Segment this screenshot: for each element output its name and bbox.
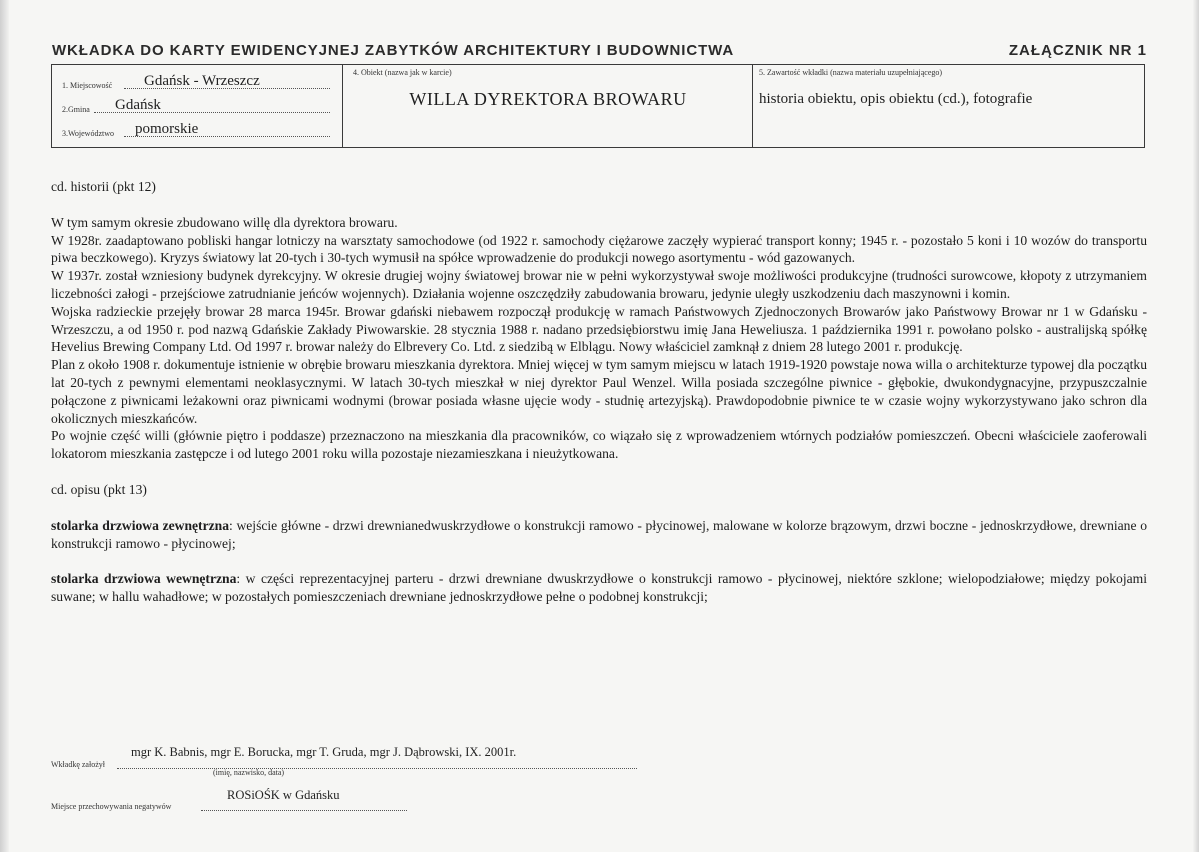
location-cell [52,65,342,147]
exterior-doors-label: stolarka drzwiowa zewnętrzna [51,517,229,533]
author-hint: (imię, nazwisko, data) [213,768,285,777]
voivodeship-label: 3.Województwo [62,129,115,138]
contents-cell [752,65,1144,147]
history-paragraph: W 1928r. zaadaptowano pobliski hangar lotniczy na warsztaty samochodowe (od 1922 r. samochody ciężarowe zaczęły wypierać transport konny; 1945 r. - pozostało 5 koni i 10 wozów do transportu piwa beczkowego). Kryzys światowy lat 20-tych i 30-tych wymusił na spółce wprowadzenie do produkcji nowego asortymentu - wód gazowanych. [51,232,1147,266]
author-row [51,745,611,790]
voivodeship-row [62,121,199,138]
contents-value: historia obiektu, opis obiektu (cd.), fotografie [759,91,1033,107]
contents-label: 5. Zawartość wkładki (nazwa materiału uzupełniającego) [759,68,943,77]
commune-row [62,97,161,114]
locality-label: 1. Miejscowość [62,81,113,90]
storage-row [51,788,411,822]
storage-value: ROSiOŚK w Gdańsku [227,788,340,802]
commune-label: 2.Gmina [62,105,90,114]
history-heading: cd. historii (pkt 12) [51,179,156,194]
exterior-doors-paragraph [51,517,1147,553]
scan-edge-right [1193,0,1199,852]
storage-dotline [201,810,407,811]
history-paragraph: W tym samym okresie zbudowano willę dla dyrektora browaru. [51,214,398,230]
locality-value: Gdańsk - Wrzeszcz [144,73,260,89]
author-value: mgr K. Babnis, mgr E. Borucka, mgr T. Gruda, mgr J. Dąbrowski, IX. 2001r. [131,745,517,759]
interior-doors-text: : w części reprezentacyjnej parteru - drzwi drewniane dwuskrzydłowe o konstrukcji ramowo - płycinowej, niektóre szklone; wielopodziałowe; między pokojami suwane; w hallu wahadłowe; w pozostałych pomieszczeniach drewniane jednoskrzydłowe pełne o podobnej konstrukcji; [51,571,1147,605]
author-dotline [117,768,637,769]
object-name: WILLA DYREKTORA BROWARU [409,89,687,109]
locality-row [62,73,260,90]
description-heading: cd. opisu (pkt 13) [51,481,147,497]
history-paragraph: Po wojnie część willi (głównie piętro i poddasze) przeznaczono na mieszkania dla pracowników, co wiązało się z wprowadzeniem wtórnych podziałów pomieszczeń. Obecni właściciele zaoferowali lokatorom mieszkania zastępcze i od lutego 2001 roku willa pozostaje niezamieszkana i nieużytkowana. [51,428,1147,462]
object-cell [342,65,752,147]
annex-number: ZAŁĄCZNIK NR 1 [1008,42,1147,59]
interior-doors-label: stolarka drzwiowa wewnętrzna [51,571,237,587]
object-label: 4. Obiekt (nazwa jak w karcie) [353,68,452,77]
history-paragraph: Wojska radzieckie przejęły browar 28 marca 1945r. Browar gdański niebawem rozpoczął produkcję w ramach Państwowych Zjednoczonych Browarów jako Państwowy Browar nr 1 w Gdańsku - Wrzeszczu, a od 1950 r. pod nazwą Gdańskie Zakłady Piwowarskie. 28 stycznia 1988 r. nadano przedsiębiorstwu imię Jana Heweliusza. 1 października 1991 r. powołano polsko - australijską spółkę Hevelius Brewing Company Ltd. Od 1997 r. browar należy do Elbrevery Co. Ltd. z siedzibą w Elblągu. Nowy właściciel zamknął z dniem 28 lutego 2001 r. produkcję. [51,303,1147,355]
commune-value: Gdańsk [115,97,161,113]
exterior-doors-text: : wejście główne - drzwi drewnianedwuskrzydłowe o konstrukcji ramowo - płycinowej, malowane w kolorze brązowym, drzwi boczne - jednoskrzydłowe, drewniane o konstrukcji ramowo - płycinowej; [51,517,1147,551]
form-header-box [51,64,1145,148]
storage-label: Miejsce przechowywania negatywów [51,802,172,811]
voivodeship-value: pomorskie [135,121,199,137]
history-section [51,178,1147,606]
author-label: Wkładkę założył [51,760,105,769]
document-title: WKŁADKA DO KARTY EWIDENCYJNEJ ZABYTKÓW ARCHITEKTURY I BUDOWNICTWA [52,42,735,59]
scan-edge-left [0,0,9,852]
interior-doors-paragraph [51,570,1147,606]
history-paragraph: Plan z około 1908 r. dokumentuje istnienie w obrębie browaru mieszkania dyrektora. Mniej więcej w tym samym miejscu w latach 1919-1920 powstaje nowa willa o architekturze typowej dla początku lat 20-tych z pewnymi elementami neoklasycznymi. W latach 30-tych mieszkał w niej dyrektor Paul Wenzel. Willa posiada szczególne piwnice - głębokie, dwukondygnacyjne, przypuszczalnie połączone z piwnicami leżakowni oraz piwnicami wodnymi (browar posiada własne ujęcie wody - studnię artezyjską). Prawdopodobnie piwnice te w czasie wojny wykorzystywano jako schron dla okolicznych mieszkańców. [51,357,1147,426]
history-paragraph: W 1937r. został wzniesiony budynek dyrekcyjny. W okresie drugiej wojny światowej browar nie w pełni wykorzystywał swoje możliwości produkcyjne (trudności surowcowe, kłopoty z utrzymaniem liczebności załogi - przejściowe zatrudnianie jeńców wojennych). Działania wojenne oszczędziły zabudowania browaru, jedynie uległy uszkodzeniu dach maszynowni i komin. [51,268,1147,301]
